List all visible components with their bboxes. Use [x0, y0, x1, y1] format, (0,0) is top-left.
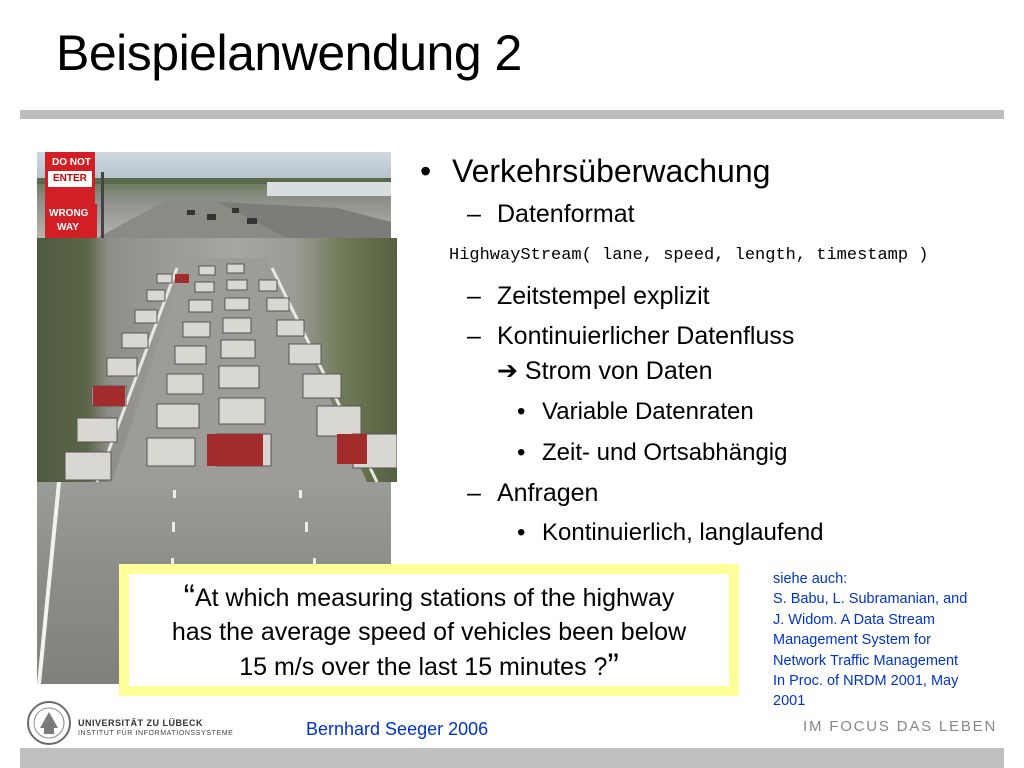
dash-marker: – [467, 282, 481, 310]
item-kontinuierlich: Kontinuierlich, langlaufend [542, 519, 824, 546]
bullet-marker: • [517, 398, 526, 425]
university-motto: IM FOCUS DAS LEBEN [803, 718, 998, 735]
item-variable-datenraten: Variable Datenraten [542, 398, 754, 425]
institute-name: INSTITUT FÜR INFORMATIONSSYSTEME [78, 730, 234, 737]
reference-line: Network Traffic Management [773, 652, 959, 669]
university-seal-icon [26, 700, 72, 751]
sign-way: WAY [57, 222, 79, 233]
quote-line-1: At which measuring stations of the highway [194, 584, 675, 612]
dash-marker: – [467, 479, 481, 507]
quote-line-3: 15 m/s over the last 15 minutes ? [239, 653, 608, 681]
item-zeit-ortsabhaengig: Zeit- und Ortsabhängig [542, 439, 788, 466]
highway-photo-signs [37, 152, 391, 238]
dash-marker: – [467, 200, 481, 228]
code-highwaystream: HighwayStream( lane, speed, length, timestamp ) [449, 246, 929, 265]
reference-line: In Proc. of NRDM 2001, May [773, 673, 959, 690]
reference-note [773, 569, 1013, 712]
bullet-marker: • [420, 153, 432, 189]
traffic-jam-photo [37, 238, 397, 482]
dash-marker: – [467, 322, 481, 350]
sign-wrong: WRONG [49, 208, 89, 219]
bullet-marker: • [517, 439, 526, 466]
slide-title: Beispielanwendung 2 [56, 25, 522, 81]
footer-band [20, 748, 1004, 768]
subbullet-anfragen: Anfragen [497, 479, 599, 507]
title-divider [20, 110, 1004, 119]
reference-line: siehe auch: [773, 571, 848, 587]
query-quote-box [119, 564, 739, 696]
open-quote: “ [183, 578, 195, 616]
university-name: UNIVERSITÄT ZU LÜBECK [78, 718, 203, 728]
arrow-icon: ➔ [497, 357, 518, 385]
bullet-verkehrsueberwachung: Verkehrsüberwachung [452, 153, 771, 189]
query-quote-text [129, 574, 729, 686]
quote-line-2: has the average speed of vehicles been below [171, 618, 687, 646]
arrow-line [497, 356, 713, 386]
subbullet-datenformat: Datenformat [497, 200, 635, 228]
author-credit: Bernhard Seeger 2006 [306, 719, 489, 739]
reference-line: 2001 [773, 693, 806, 710]
reference-line: Management System for [773, 632, 931, 649]
sign-do-not: DO NOT [52, 157, 91, 168]
close-quote: ” [607, 647, 619, 685]
subbullet-zeitstempel: Zeitstempel explizit [497, 282, 710, 310]
strom-text: Strom von Daten [524, 357, 713, 385]
reference-line: J. Widom. A Data Stream [773, 611, 935, 628]
sign-enter: ENTER [53, 173, 87, 184]
reference-line: S. Babu, L. Subramanian, and [773, 591, 968, 608]
subbullet-datenfluss: Kontinuierlicher Datenfluss [497, 322, 795, 350]
bullet-marker: • [517, 519, 526, 546]
